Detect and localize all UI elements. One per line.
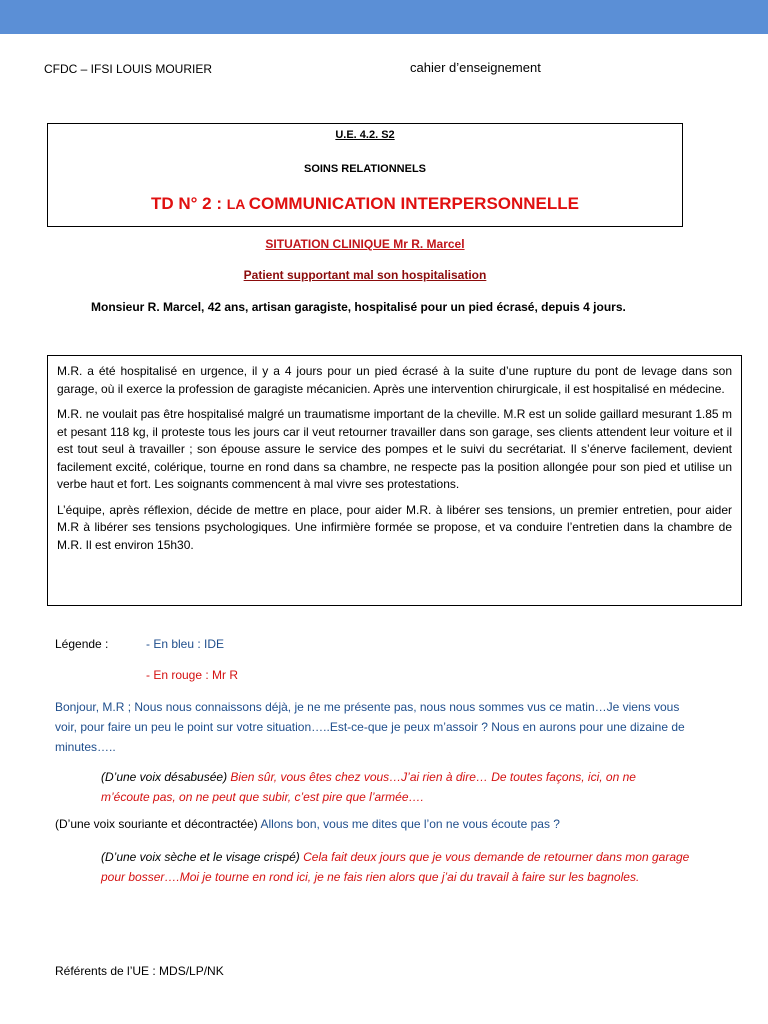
dialogue-patient-1 [101, 767, 681, 807]
situation-heading: SITUATION CLINIQUE Mr R. Marcel [265, 237, 465, 251]
module-title: SOINS RELATIONNELS [303, 163, 427, 175]
dialogue-patient-2 [101, 847, 691, 887]
td-prefix: TD N° 2 : [150, 194, 227, 213]
dialogue-text: Allons bon, vous me dites que l’on ne vous écoute pas ? [260, 817, 560, 831]
dialogue-tone: (D’une voix souriante et décontractée) [55, 817, 261, 831]
td-title [48, 194, 682, 214]
patient-heading: Patient supportant mal son hospitalisation [243, 268, 487, 282]
header-document-type: cahier d’enseignement [410, 60, 541, 75]
top-color-bar [0, 0, 768, 34]
dialogue-tone: (D’une voix sèche et le visage crispé) [101, 850, 300, 864]
header-institution: CFDC – IFSI LOUIS MOURIER [44, 62, 213, 76]
case-paragraph: L’équipe, après réflexion, décide de mettre en place, pour aider M.R. à libérer ses tensions, un premier entretien, pour aider M.R à libérer ses tensions psychologiques. Une infirmière formée se propose, et va conduire l’entretien dans la chambre de M.R. Il est environ 15h30. [57, 502, 732, 552]
footer-referents: Référents de l’UE : MDS/LP/NK [55, 964, 224, 978]
legend-patient: - En rouge : Mr R [146, 668, 239, 682]
title-box [47, 123, 683, 227]
dialogue-ide-2 [55, 817, 560, 831]
dialogue-ide-1: Bonjour, M.R ; Nous nous connaissons déjà, je ne me présente pas, nous nous sommes vus ce matin…Je viens vous voir, pour faire un peu le point sur votre situation…..Est-ce-que je peux m’assoir ? Nous en aurons pour une dizaine de minutes….. [55, 700, 685, 754]
td-subject: COMMUNICATION INTERPERSONNELLE [248, 194, 580, 213]
dialogue-tone: (D’une voix désabusée) [101, 770, 228, 784]
case-paragraph: M.R. a été hospitalisé en urgence, il y a 4 jours pour un pied écrasé à la suite d’une rupture du pont de levage dans son garage, où il exerce la profession de garagiste mécanicien. Après une intervention chirurgicale, il est hospitalisé en médecine. [57, 364, 732, 396]
ue-code: U.E. 4.2. S2 [335, 129, 395, 141]
dialogue-text: Cela fait deux jours que je vous demande de retourner dans mon garage pour bosser….Moi je tourne en rond ici, je ne fais rien alors que j’ai du travail à faire sur les bagnoles. [101, 850, 690, 884]
patient-summary: Monsieur R. Marcel, 42 ans, artisan garagiste, hospitalisé pour un pied écrasé, depuis 4 jours. [91, 300, 626, 314]
td-article: LA [226, 196, 249, 212]
legend-label: Légende : [55, 637, 109, 651]
case-description-box [47, 355, 742, 606]
legend-ide: - En bleu : IDE [146, 637, 225, 651]
dialogue-text: Bien sûr, vous êtes chez vous…J’ai rien à dire… De toutes façons, ici, on ne m’écoute pas, on ne peut que subir, c’est pire que l’armée…. [101, 770, 636, 804]
case-paragraph: M.R. ne voulait pas être hospitalisé malgré un traumatisme important de la cheville. M.R est un solide gaillard mesurant 1.85 m et pesant 118 kg, il proteste tous les jours car il veut retourner travailler dans son garage, ses clients attendent leur voiture et il est tout seul à travailler ; son épouse assure le service des pompes et le suivi du secrétariat. Il s’énerve facilement, devient facilement excité, colérique, tourne en rond dans sa chambre, ne respecte pas la position allongée pour son pied et utilise un verbe haut et fort. Les soignants commencent à mal vivre ses protestations. [57, 407, 732, 491]
